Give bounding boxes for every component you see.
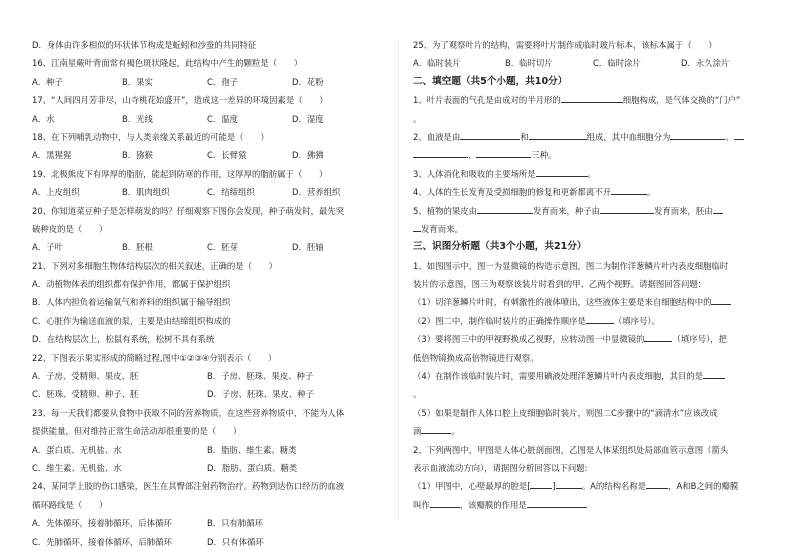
answer-blank[interactable] — [476, 147, 531, 158]
fill-5-text-a: 5、植物的果皮由 — [413, 205, 477, 216]
answer-blank[interactable] — [460, 129, 520, 140]
q20-opt-b: B．胚根 — [122, 242, 153, 253]
column-divider — [398, 40, 399, 520]
diagram-2-q1-text-d: ，A和B之间的瓣膜 — [668, 481, 739, 492]
q24-opt-c: C．先肺循环，接着体循环，后肺循环 — [32, 536, 172, 547]
fill-5-text-d: 发育而来。 — [421, 223, 463, 234]
q23-opt-c: C．维生素、无机盐、水 — [32, 462, 122, 473]
period: 。 — [451, 426, 460, 437]
question-23-line2: 提供能量，但对维持正常生命活动却很重要的是（ ） — [32, 426, 242, 437]
q21-opt-d: D．在结构层次上，松鼠有系统，松树不具有系统 — [32, 334, 215, 345]
fill-3 — [413, 165, 768, 183]
q25-opt-b: B．临时切片 — [505, 58, 553, 69]
question-20-line1: 20、你知道菜豆种子是怎样萌发的吗？仔细观察下图你会发现，种子萌发时，最先突 — [32, 205, 345, 216]
q25-opt-a: A．临时装片 — [413, 58, 461, 69]
q23-options-row2 — [32, 459, 382, 477]
fill-5-line1 — [413, 202, 768, 220]
section-fill-in-heading: 二、填空题（共5个小题，共10分） — [413, 75, 568, 87]
question-23-line1: 23、每一天我们都要从食物中获取不同的营养物质，在这些营养物质中，不能为人体 — [32, 407, 345, 418]
q20-opt-c: C．胚芽 — [207, 242, 238, 253]
q19-opt-d: D．营养组织 — [292, 187, 341, 198]
diagram-1-q1 — [413, 293, 768, 311]
diagram-1-line1: 1、如图图示中，图一为显微镜的构造示意图，图二为制作洋葱鳞片叶内表皮细胞临时 — [413, 260, 729, 271]
fill-5-text-c: 发育而来，胚由 — [653, 205, 713, 216]
q24-options-row1 — [32, 514, 382, 532]
q17-opt-d: D．湿度 — [292, 113, 324, 124]
diagram-2-q1-line2 — [413, 496, 768, 514]
answer-blank[interactable] — [644, 331, 672, 342]
q20-opt-d: D．胚轴 — [292, 242, 324, 253]
q19-opt-c: C．结缔组织 — [207, 187, 255, 198]
answer-blank[interactable] — [529, 129, 587, 140]
q23-opt-b: B．脂肪、维生素、糖类 — [207, 444, 297, 455]
question-18: 18、在下列哺乳动物中，与人类亲缘关系最近的可能是（ ） — [32, 131, 269, 142]
q18-opt-d: D．狒狒 — [292, 150, 324, 161]
answer-blank[interactable] — [530, 478, 552, 489]
answer-blank[interactable] — [611, 184, 647, 195]
fill-1-line2: 。 — [413, 113, 422, 124]
fill-1-text-b: 细胞构成，是气体交换的“门户” — [622, 95, 741, 106]
right-column — [413, 36, 768, 514]
fill-5-text-b: 发育而来，种子由 — [532, 205, 600, 216]
q22-opt-a: A．子房、受精卵、果皮、胚 — [32, 371, 139, 382]
q16-opt-d: D．花粉 — [292, 76, 324, 87]
fill-2-text-b: 和 — [520, 131, 529, 142]
answer-blank[interactable] — [703, 368, 725, 379]
diagram-1-q3-suffix: （填序号），把 — [672, 334, 727, 345]
fill-5-line2 — [413, 220, 768, 238]
diagram-2-q1-text-f: ，该瓣膜的作用是 — [459, 499, 527, 510]
q21-opt-b: B．人体内担负着运输氧气和养料的组织属于输导组织 — [32, 297, 231, 308]
q17-opt-a: A．水 — [32, 113, 55, 124]
q25-options — [413, 54, 768, 72]
q21-opt-a: A．动植物体表的组织都有保护作用，都属于保护组织 — [32, 279, 231, 290]
q18-opt-a: A．黑猩猩 — [32, 150, 72, 161]
question-22: 22、下图表示果实形成的简略过程,图中①②③④分别表示（ ） — [32, 352, 277, 363]
q16-opt-b: B．果实 — [122, 76, 153, 87]
q17-opt-c: C．温度 — [207, 113, 238, 124]
diagram-1-q4-text: （4）在制作该临时装片时，需要用碘液处理洋葱鳞片叶内表皮细胞，其目的是 — [413, 371, 704, 382]
question-17: 17、“人间四月芳菲尽，山寺桃花始盛开”，造成这一差异的环境因素是（ ） — [32, 95, 328, 106]
q20-options — [32, 238, 382, 256]
diagram-1-q3-line2: 低倍物镜换成高倍物镜进行观察。 — [413, 352, 539, 363]
answer-blank[interactable] — [713, 203, 723, 214]
question-25: 25、为了观察叶片的结构，需要将叶片制作成临时玻片标本，该标本属于（ ） — [413, 40, 717, 50]
q23-opt-d: D．脂肪、蛋白质、糖类 — [207, 462, 298, 473]
fill-2-text-a: 2、血液是由 — [413, 131, 461, 142]
period: 。 — [587, 168, 596, 179]
fill-2-text-c: 组成，其中血细胞分为 — [586, 131, 671, 142]
fill-3-text: 3、人体消化和吸收的主要场所是 — [413, 168, 536, 179]
diagram-1-line2: 装片的示意图，图三为观察该装片时看到的甲、乙两个视野。请据图回答问题： — [413, 279, 707, 290]
answer-blank[interactable] — [430, 497, 460, 508]
fill-4 — [413, 183, 768, 201]
q21-opt-c: C．心脏作为输送血液的泵，主要是由结缔组织构成的 — [32, 315, 231, 326]
period: 。 — [646, 187, 656, 198]
q22-options-row2 — [32, 385, 382, 403]
answer-blank[interactable] — [646, 478, 668, 489]
diagram-2-q1-line1 — [413, 477, 768, 495]
diagram-1-q2-text: （2）图二中，制作临时装片的正确操作顺序是 — [413, 315, 586, 326]
q19-opt-b: B．肌肉组织 — [122, 187, 170, 198]
fill-2-line1 — [413, 128, 768, 146]
fill-4-text: 4、人体的生长发育及受损细胞的修复和更新都离不开 — [413, 187, 611, 198]
fill-1-line1 — [413, 91, 768, 109]
answer-blank[interactable] — [527, 497, 587, 508]
answer-blank[interactable] — [413, 147, 468, 158]
question-21: 21、下列对多细胞生物体结构层次的相关叙述，正确的是（ ） — [32, 260, 278, 271]
diagram-2-q1-text-a: （1）甲图中，心壁最厚的腔是[ — [413, 481, 531, 492]
q25-opt-d: D．永久涂片 — [681, 58, 730, 69]
answer-blank[interactable] — [600, 203, 654, 214]
answer-blank[interactable] — [734, 129, 744, 140]
q18-opt-b: B．猕猴 — [122, 150, 153, 161]
q16-options — [32, 73, 382, 91]
diagram-1-q1-text: （1）切洋葱鳞片叶时，有刺激性的液体喷出，这些液体主要是来自细胞结构中的 — [413, 297, 712, 308]
answer-blank[interactable] — [413, 221, 421, 232]
fill-2-line2 — [413, 146, 768, 164]
question-19: 19、北极熊皮下有厚厚的脂肪，能起到防寒的作用，这厚厚的脂肪属于（ ） — [32, 168, 328, 179]
q19-opt-a: A．上皮组织 — [32, 187, 80, 198]
q24-opt-d: D．只有体循环 — [207, 536, 264, 547]
question-16: 16、江南星蕨叶背面常有褐色斑状隆起，此结构中产生的颗粒是（ ） — [32, 58, 303, 69]
q19-options — [32, 183, 382, 201]
diagram-1-q5-line2 — [413, 422, 768, 440]
q22-opt-d: D．子房、胚珠、果皮、种子 — [207, 389, 314, 400]
answer-blank[interactable] — [536, 166, 588, 177]
q24-opt-a: A．先体循环，接着肺循环，后体循环 — [32, 518, 172, 529]
section-diagram-heading: 三、识图分析题（共3个小题，共21分） — [413, 241, 587, 253]
answer-blank[interactable] — [556, 478, 582, 489]
answer-blank[interactable] — [711, 294, 731, 305]
q25-opt-c: C．临时涂片 — [593, 58, 641, 69]
answer-blank[interactable] — [670, 129, 725, 140]
diagram-2-line1: 2、下列两图中，甲图是人体心脏剖面图，乙图是人体某组织处局部血管示意图（箭头 — [413, 444, 729, 455]
diagram-1-q4-line2: 。 — [413, 389, 422, 400]
q22-opt-b: B．子房、胚珠、果皮、种子 — [207, 371, 314, 382]
answer-blank[interactable] — [421, 423, 451, 434]
q24-opt-b: B．只有肺循环 — [207, 518, 263, 529]
diagram-2-line2: 表示血液流动方向），请据图分析回答以下问题: — [413, 462, 588, 473]
q24-options-row2 — [32, 533, 382, 551]
diagram-2-q1-text-b: ] — [552, 481, 556, 492]
q16-opt-c: C．孢子 — [207, 76, 238, 87]
q23-options-row1 — [32, 441, 382, 459]
diagram-1-q3-text: （3）要将图三中的甲视野换成乙视野，应转动图一中显微镜的 — [413, 334, 645, 345]
diagram-2-q1-text-e: 叫作 — [413, 499, 430, 510]
diagram-1-q5-text: 滴 — [413, 426, 422, 437]
fill-1-text-a: 1、叶片表面的气孔是由成对的半月形的 — [413, 95, 561, 106]
diagram-1-q2 — [413, 312, 768, 330]
diagram-1-q3-line1 — [413, 330, 768, 348]
q17-options — [32, 110, 382, 128]
diagram-1-q2-suffix: （填序号）。 — [613, 315, 660, 326]
answer-blank[interactable] — [561, 92, 623, 103]
fill-2-text-f: 三种。 — [531, 150, 557, 161]
diagram-2-q1-text-c: 。A的结构名称是 — [581, 481, 647, 492]
answer-blank[interactable] — [586, 313, 614, 324]
diagram-1-q5-line1: （5）如果是制作人体口腔上皮细胞临时装片，则图二C步骤中的“滴清水”应该改成 — [413, 407, 718, 418]
left-column — [32, 36, 382, 551]
fill-2-text-e: 、 — [468, 150, 477, 161]
question-24-line1: 24、某同学上肢的伤口感染，医生在其臀部注射药物治疗。药物到达伤口经历的血液 — [32, 481, 345, 492]
q18-options — [32, 146, 382, 164]
q18-opt-c: C．长臂猿 — [207, 150, 247, 161]
q22-options-row1 — [32, 367, 382, 385]
question-20-line2: 破种皮的是（ ） — [32, 223, 108, 234]
diagram-1-q4-line1 — [413, 367, 768, 385]
q15-option-d: D．身体由许多相似的环状体节构成是蚯蚓和沙蚕的共同特征 — [32, 40, 257, 50]
q20-opt-a: A．子叶 — [32, 242, 63, 253]
q17-opt-b: B．光线 — [122, 113, 153, 124]
q23-opt-a: A．蛋白质、无机盐、水 — [32, 444, 122, 455]
q16-opt-a: A．种子 — [32, 76, 63, 87]
answer-blank[interactable] — [477, 203, 533, 214]
fill-2-text-d: 、 — [725, 131, 734, 142]
question-24-line2: 循环路线是（ ） — [32, 499, 108, 510]
q22-opt-c: C．胚珠、受精卵、种子、胚 — [32, 389, 139, 400]
